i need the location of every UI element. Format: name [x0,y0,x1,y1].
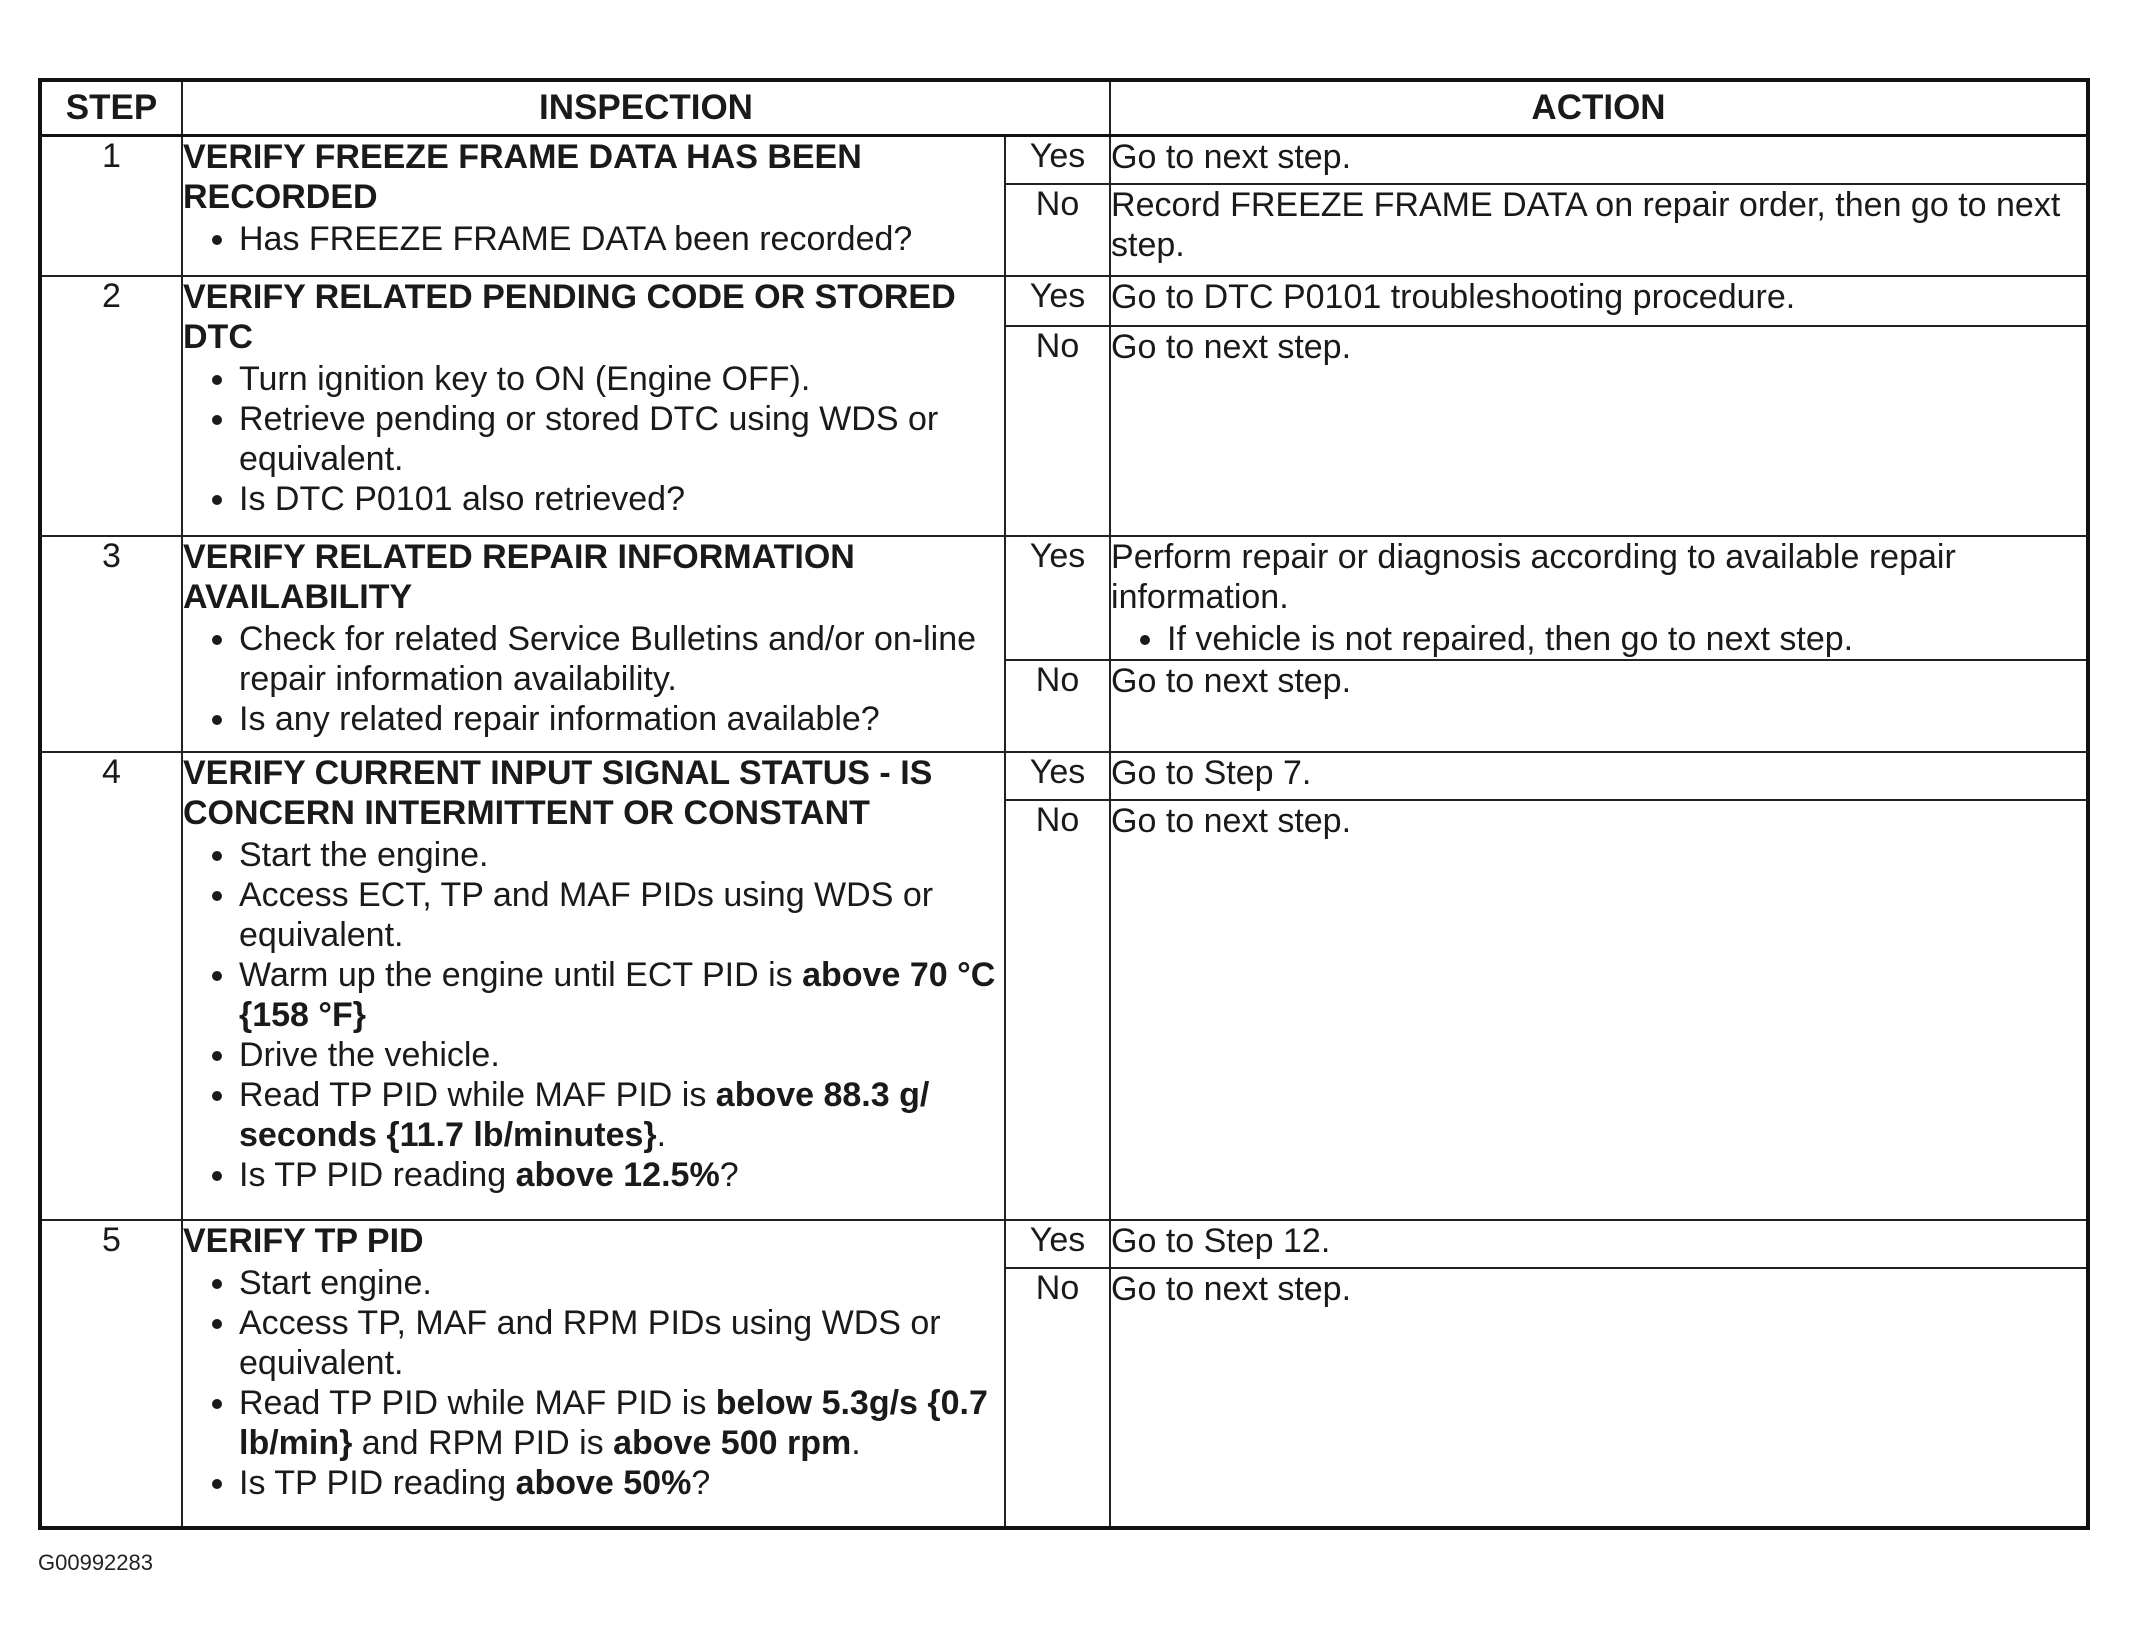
item-text: ? [719,1155,739,1194]
figure-id: G00992283 [38,1550,153,1575]
inspection-item [239,619,1004,699]
action-cell [1110,326,2088,536]
action-cell [1110,276,2088,326]
item-text: ? [691,1463,711,1502]
inspection-cell [182,276,1005,536]
table-row [40,752,2088,800]
table-row [40,536,2088,660]
no-label: No [1005,660,1110,752]
item-text: Is any related repair information available? [239,699,880,738]
inspection-list [183,619,1004,739]
step-number: 1 [40,136,182,276]
step-title: VERIFY FREEZE FRAME DATA HAS BEEN RECORDED [183,138,862,216]
item-text: Retrieve pending or stored DTC using WDS or equivalent. [239,399,939,478]
action-cell [1110,752,2088,800]
step-number: 5 [40,1220,182,1528]
bold-value: above 70 °C {158 °F} [239,955,996,1034]
item-text: Access ECT, TP and MAF PIDs using WDS or equivalent. [239,875,934,954]
inspection-item [239,359,1004,399]
action-column-header: ACTION [1110,80,2088,136]
inspection-item [239,399,1004,479]
inspection-list [183,219,1004,259]
action-text: Record FREEZE FRAME DATA on repair order, then go to next step. [1111,185,2061,264]
action-text: Perform repair or diagnosis according to available repair information. [1111,537,1956,616]
yes-label: Yes [1005,752,1110,800]
diagnostic-procedure-table [38,78,2090,1530]
bold-value: above 88.3 g/ seconds {11.7 lb/minutes} [239,1075,930,1154]
action-text: Go to next step. [1111,661,1352,700]
bold-value: above 500 rpm [613,1423,852,1462]
inspection-cell [182,1220,1005,1528]
item-text: . [851,1423,861,1462]
inspection-list [183,835,1004,1195]
item-text: Drive the vehicle. [239,1035,500,1074]
item-text: and RPM PID is [352,1423,614,1462]
action-cell [1110,536,2088,660]
inspection-cell [182,536,1005,752]
no-label: No [1005,326,1110,536]
step-number: 4 [40,752,182,1220]
inspection-column-header: INSPECTION [182,80,1110,136]
item-text: . [656,1115,667,1154]
item-text: Is TP PID reading [239,1155,516,1194]
action-item: • If vehicle is not repaired, then go to next step. [1167,619,2086,659]
inspection-item [239,479,1004,519]
header-row [40,80,2088,136]
item-text: Start the engine. [239,835,489,874]
item-text: Is DTC P0101 also retrieved? [239,479,685,518]
item-text: Read TP PID while MAF PID is [239,1075,716,1114]
inspection-item [239,1463,1004,1503]
inspection-item [239,1035,1004,1075]
inspection-item [239,1303,1004,1383]
yes-label: Yes [1005,1220,1110,1268]
item-text: Start engine. [239,1263,432,1302]
inspection-item [239,1383,1004,1463]
inspection-list [183,1263,1004,1503]
action-text: Go to Step 7. [1111,753,1312,792]
table-row [40,276,2088,326]
no-label: No [1005,1268,1110,1528]
no-label: No [1005,184,1110,276]
step-title: VERIFY RELATED REPAIR INFORMATION AVAILABILITY [183,537,855,616]
table-row [40,1220,2088,1268]
inspection-item [239,955,1004,1035]
step-number: 3 [40,536,182,752]
action-cell [1110,1268,2088,1528]
step-number: 2 [40,276,182,536]
inspection-item [239,219,1004,259]
bold-value: above 12.5% [515,1155,720,1194]
bold-value: above 50% [515,1463,692,1502]
step-title: VERIFY CURRENT INPUT SIGNAL STATUS - IS CONCERN INTERMITTENT OR CONSTANT [183,753,933,832]
yes-label: Yes [1005,536,1110,660]
inspection-item [239,1263,1004,1303]
action-cell [1110,184,2088,276]
no-label: No [1005,800,1110,1220]
action-text: Go to DTC P0101 troubleshooting procedure. [1111,277,1796,316]
item-text: Warm up the engine until ECT PID is [239,955,803,994]
action-text: Go to next step. [1111,327,1352,366]
bold-value: below 5.3g/s {0.7 lb/min} [239,1383,988,1462]
action-text: Go to next step. [1111,801,1352,840]
step-title: VERIFY TP PID [183,1221,424,1260]
item-text: Access TP, MAF and RPM PIDs using WDS or equivalent. [239,1303,941,1382]
item-text: Turn ignition key to ON (Engine OFF). [239,359,811,398]
action-text: Go to next step. [1111,1269,1352,1308]
action-cell [1110,136,2088,184]
step-title: VERIFY RELATED PENDING CODE OR STORED DTC [183,277,956,356]
action-text: Go to next step. [1111,138,1352,176]
action-cell [1110,800,2088,1220]
action-list [1111,619,2086,659]
inspection-list [183,359,1004,519]
action-cell [1110,660,2088,752]
action-text: Go to Step 12. [1111,1221,1331,1260]
item-text: Is TP PID reading [239,1463,516,1502]
steps-body [40,136,2088,1528]
yes-label: Yes [1005,136,1110,184]
item-text: Check for related Service Bulletins and/or on-line repair information availability. [239,619,977,698]
item-text: Has FREEZE FRAME DATA been recorded? [239,220,913,258]
action-cell [1110,1220,2088,1268]
step-column-header: STEP [40,80,182,136]
inspection-item [239,699,1004,739]
table-row [40,136,2088,184]
inspection-item [239,1075,1004,1155]
inspection-item [239,1155,1004,1195]
yes-label: Yes [1005,276,1110,326]
inspection-cell [182,752,1005,1220]
item-text: Read TP PID while MAF PID is [239,1383,716,1422]
inspection-cell [182,136,1005,276]
inspection-item [239,835,1004,875]
inspection-item [239,875,1004,955]
